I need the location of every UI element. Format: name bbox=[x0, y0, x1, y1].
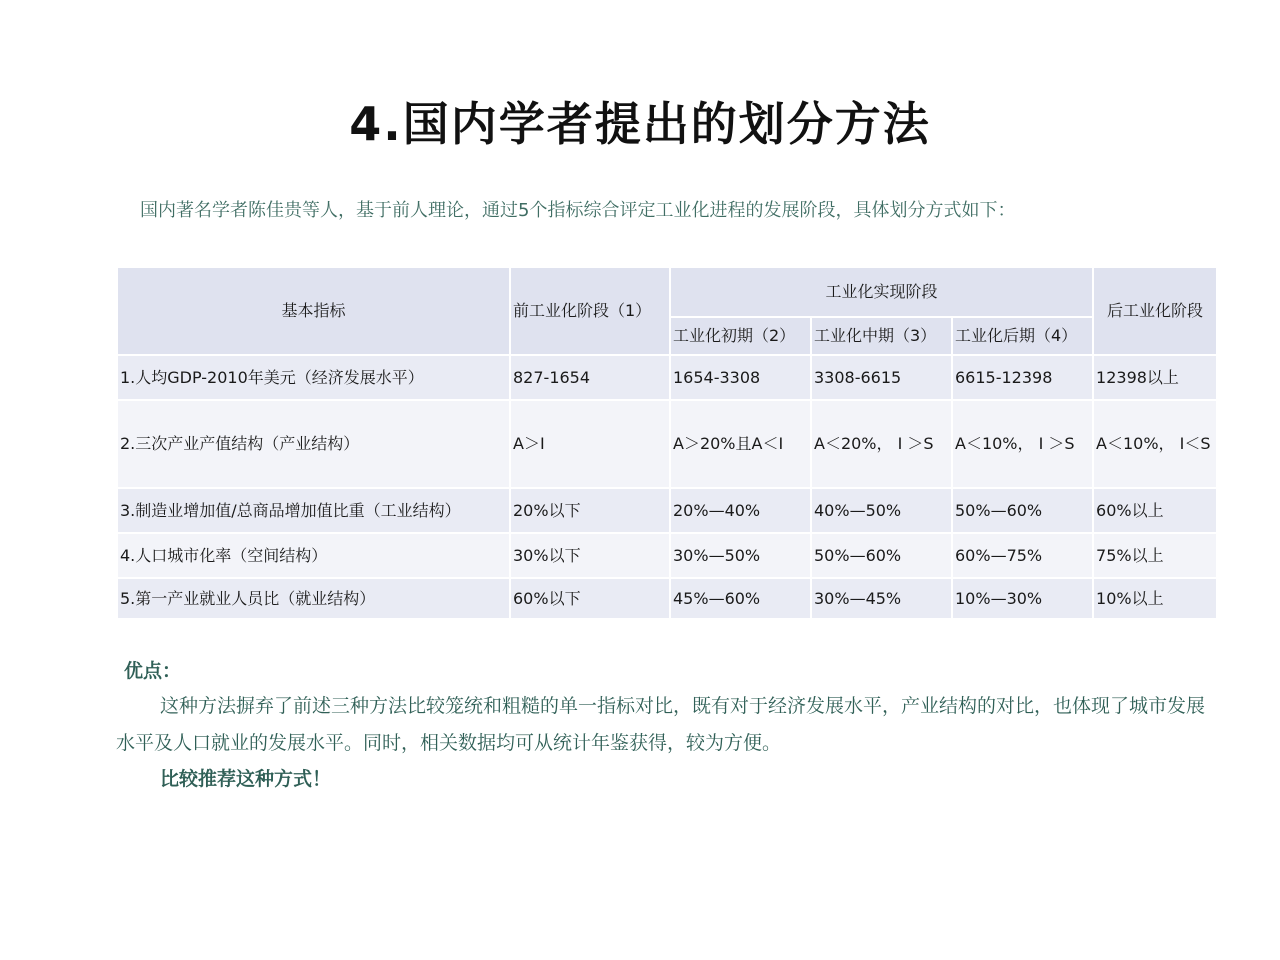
slide-title: 4.国内学者提出的划分方法 bbox=[349, 97, 931, 151]
header-post-industrial: 后工业化阶段 bbox=[1093, 267, 1217, 355]
cell-mid: 30%—45% bbox=[811, 578, 952, 619]
cell-pre: 827-1654 bbox=[510, 355, 670, 400]
row-indicator: 1.人均GDP-2010年美元（经济发展水平） bbox=[117, 355, 510, 400]
intro-text: 国内著名学者陈佳贵等人，基于前人理论，通过5个指标综合评定工业化进程的发展阶段，具体划分方式如下： bbox=[140, 200, 1016, 221]
cell-early: 20%—40% bbox=[670, 488, 811, 533]
cell-early: 45%—60% bbox=[670, 578, 811, 619]
cell-mid: A＜20%， I ＞S bbox=[811, 400, 952, 488]
cell-pre: 60%以下 bbox=[510, 578, 670, 619]
table-row bbox=[117, 488, 1217, 533]
header-realization: 工业化实现阶段 bbox=[670, 267, 1093, 317]
cell-post: A＜10%， I＜S bbox=[1093, 400, 1217, 488]
cell-early: A＞20%且A＜I bbox=[670, 400, 811, 488]
cell-mid: 50%—60% bbox=[811, 533, 952, 578]
header-early: 工业化初期（2） bbox=[670, 317, 811, 355]
cell-late: 50%—60% bbox=[952, 488, 1093, 533]
header-pre-industrial: 前工业化阶段（1） bbox=[510, 267, 670, 355]
cell-mid: 3308-6615 bbox=[811, 355, 952, 400]
cell-post: 75%以上 bbox=[1093, 533, 1217, 578]
cell-post: 10%以上 bbox=[1093, 578, 1217, 619]
recommendation-text: 比较推荐这种方式！ bbox=[160, 768, 332, 790]
cell-late: 10%—30% bbox=[952, 578, 1093, 619]
cell-late: A＜10%， I ＞S bbox=[952, 400, 1093, 488]
table-row bbox=[117, 578, 1217, 619]
table-row bbox=[117, 355, 1217, 400]
cell-pre: 20%以下 bbox=[510, 488, 670, 533]
cell-post: 12398以上 bbox=[1093, 355, 1217, 400]
cell-early: 30%—50% bbox=[670, 533, 811, 578]
cell-late: 60%—75% bbox=[952, 533, 1093, 578]
cell-late: 6615-12398 bbox=[952, 355, 1093, 400]
row-indicator: 4.人口城市化率（空间结构） bbox=[117, 533, 510, 578]
advantages-paragraph: 这种方法摒弃了前述三种方法比较笼统和粗糙的单一指标对比，既有对于经济发展水平，产业结构的对比，也体现了城市发展水平及人口就业的发展水平。同时，相关数据均可从统计年鉴获得，较为方便。 bbox=[116, 695, 1206, 754]
table-row bbox=[117, 533, 1217, 578]
header-indicator: 基本指标 bbox=[117, 267, 510, 355]
row-indicator: 3.制造业增加值/总商品增加值比重（工业结构） bbox=[117, 488, 510, 533]
row-indicator: 5.第一产业就业人员比（就业结构） bbox=[117, 578, 510, 619]
advantages-label: 优点： bbox=[124, 660, 182, 682]
stage-table-container bbox=[116, 266, 1216, 620]
row-indicator: 2.三次产业产值结构（产业结构） bbox=[117, 400, 510, 488]
cell-mid: 40%—50% bbox=[811, 488, 952, 533]
industrialization-stage-table bbox=[116, 266, 1218, 620]
header-late: 工业化后期（4） bbox=[952, 317, 1093, 355]
cell-pre: 30%以下 bbox=[510, 533, 670, 578]
cell-post: 60%以上 bbox=[1093, 488, 1217, 533]
header-mid: 工业化中期（3） bbox=[811, 317, 952, 355]
cell-pre: A＞I bbox=[510, 400, 670, 488]
cell-early: 1654-3308 bbox=[670, 355, 811, 400]
table-row bbox=[117, 400, 1217, 488]
